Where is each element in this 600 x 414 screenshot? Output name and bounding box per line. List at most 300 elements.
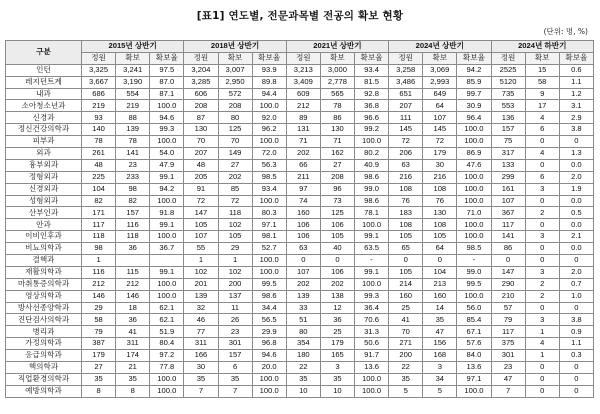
table-cell: 89 — [286, 112, 320, 124]
table-cell: 93.9 — [252, 64, 286, 76]
row-label: 산부인과 — [6, 207, 82, 219]
table-cell: 157 — [218, 350, 252, 362]
table-cell: 7 — [491, 385, 525, 397]
table-cell: 165 — [320, 350, 354, 362]
table-cell: 63.5 — [355, 243, 389, 255]
table-row — [6, 290, 594, 302]
table-cell: 100.0 — [355, 278, 389, 290]
table-cell: 0.5 — [559, 207, 593, 219]
table-row — [6, 338, 594, 350]
table-cell: 311 — [184, 338, 218, 350]
table-cell: 116 — [116, 219, 150, 231]
table-cell: 35 — [286, 373, 320, 385]
table-cell: 214 — [389, 278, 423, 290]
table-cell: 94.2 — [457, 64, 491, 76]
table-cell: 106 — [286, 219, 320, 231]
table-cell: 105 — [389, 266, 423, 278]
table-cell: 100.0 — [252, 136, 286, 148]
table-cell: 72 — [389, 136, 423, 148]
table-row — [6, 231, 594, 243]
table-cell: 98.1 — [252, 231, 286, 243]
sub-header: 정원 — [491, 52, 525, 64]
table-cell: 66 — [286, 159, 320, 171]
category-header: 구분 — [6, 41, 82, 65]
table-cell: 70 — [184, 136, 218, 148]
table-cell: 41 — [389, 314, 423, 326]
table-cell: 96.4 — [457, 112, 491, 124]
table-cell: 100.0 — [457, 290, 491, 302]
row-label: 신경과 — [6, 112, 82, 124]
table-cell: 174 — [116, 350, 150, 362]
table-cell: 46 — [184, 314, 218, 326]
table-cell: 33 — [286, 302, 320, 314]
table-cell: 2.1 — [559, 231, 593, 243]
table-cell: 0 — [525, 136, 559, 148]
table-cell: 55 — [184, 243, 218, 255]
table-cell: 7 — [184, 385, 218, 397]
table-cell: 0 — [525, 219, 559, 231]
table-cell: 107 — [491, 195, 525, 207]
table-cell: 4 — [525, 338, 559, 350]
table-cell: 100.0 — [355, 136, 389, 148]
table-cell: 47 — [491, 373, 525, 385]
table-cell: 76 — [423, 195, 457, 207]
sub-header: 확보율 — [150, 52, 184, 64]
table-cell: 290 — [491, 278, 525, 290]
table-cell: 140 — [82, 124, 116, 136]
table-cell: 85 — [218, 183, 252, 195]
table-cell: 20.0 — [252, 362, 286, 374]
table-cell: 99.1 — [355, 231, 389, 243]
table-cell: 105 — [184, 219, 218, 231]
table-cell: 89.8 — [252, 76, 286, 88]
table-cell: 99.5 — [457, 278, 491, 290]
table-cell: 107 — [286, 266, 320, 278]
table-cell: 0.0 — [559, 159, 593, 171]
table-cell: 208 — [184, 100, 218, 112]
period-header: 2018년 상반기 — [184, 41, 286, 53]
table-cell: 2.0 — [559, 266, 593, 278]
table-cell: 100.0 — [252, 195, 286, 207]
table-cell: 58 — [82, 314, 116, 326]
table-cell: 12 — [320, 302, 354, 314]
table-cell: 102 — [218, 266, 252, 278]
table-cell: 0 — [525, 302, 559, 314]
table-cell: 80 — [218, 112, 252, 124]
sub-header: 정원 — [82, 52, 116, 64]
table-cell: 0.9 — [559, 326, 593, 338]
table-cell: 0 — [525, 373, 559, 385]
table-cell: 3,241 — [116, 64, 150, 76]
table-cell: 105 — [389, 231, 423, 243]
table-row — [6, 373, 594, 385]
table-cell: 23 — [218, 326, 252, 338]
table-cell: 205 — [184, 171, 218, 183]
table-cell: 606 — [184, 88, 218, 100]
table-cell: 147 — [491, 266, 525, 278]
table-cell: - — [457, 255, 491, 267]
row-label: 예방의학과 — [6, 385, 82, 397]
table-cell: 125 — [320, 207, 354, 219]
table-cell: 200 — [389, 350, 423, 362]
row-label: 외과 — [6, 148, 82, 160]
table-cell: 56.3 — [252, 159, 286, 171]
table-cell: 91.7 — [355, 350, 389, 362]
table-cell: 168 — [423, 350, 457, 362]
table-cell: 111 — [389, 112, 423, 124]
table-cell: 26 — [218, 314, 252, 326]
table-cell: 67.1 — [457, 326, 491, 338]
table-cell: 7 — [218, 385, 252, 397]
table-cell: 649 — [423, 88, 457, 100]
table-cell: 4 — [525, 112, 559, 124]
table-cell: 0 — [525, 243, 559, 255]
table-cell: 35 — [218, 373, 252, 385]
table-cell: 565 — [320, 88, 354, 100]
table-cell: 13.6 — [355, 362, 389, 374]
table-cell: 367 — [491, 207, 525, 219]
table-cell — [150, 255, 184, 267]
table-cell: 35 — [184, 373, 218, 385]
table-cell: 63 — [286, 243, 320, 255]
table-cell: 62.1 — [150, 302, 184, 314]
period-header: 2024년 상반기 — [389, 41, 491, 53]
table-row — [6, 362, 594, 374]
table-cell: 212 — [82, 278, 116, 290]
table-row — [6, 314, 594, 326]
table-cell: 686 — [82, 88, 116, 100]
table-cell: 141 — [116, 148, 150, 160]
table-cell: 99.0 — [457, 266, 491, 278]
table-cell: 10 — [320, 385, 354, 397]
table-row — [6, 171, 594, 183]
table-cell: 3,409 — [286, 76, 320, 88]
table-cell: 41 — [116, 326, 150, 338]
table-cell: 17 — [525, 100, 559, 112]
table-cell: 2,993 — [423, 76, 457, 88]
table-cell: 11 — [218, 302, 252, 314]
table-cell: 3,007 — [218, 64, 252, 76]
table-cell: 0 — [525, 362, 559, 374]
table-cell: 0 — [320, 255, 354, 267]
table-cell: 23 — [116, 159, 150, 171]
table-cell: 179 — [82, 350, 116, 362]
table-cell: 92.0 — [252, 112, 286, 124]
sub-header: 확보 — [218, 52, 252, 64]
row-label: 정신건강의학과 — [6, 124, 82, 136]
table-cell: 2525 — [491, 64, 525, 76]
table-cell: 56.5 — [252, 314, 286, 326]
table-cell: 74 — [286, 195, 320, 207]
table-cell: 29 — [82, 302, 116, 314]
table-cell: 99.3 — [150, 124, 184, 136]
table-cell: 48 — [184, 159, 218, 171]
table-cell: 98.5 — [457, 243, 491, 255]
table-cell: 108 — [423, 183, 457, 195]
table-cell: 116 — [82, 266, 116, 278]
table-cell: 5120 — [491, 76, 525, 88]
table-cell: 3,285 — [184, 76, 218, 88]
table-cell: 99.1 — [150, 219, 184, 231]
table-cell: 106 — [286, 231, 320, 243]
table-cell: 131 — [286, 124, 320, 136]
table-row — [6, 112, 594, 124]
table-cell: 0 — [559, 255, 593, 267]
table-cell: 96.6 — [355, 112, 389, 124]
table-cell: 202 — [218, 171, 252, 183]
table-cell: 202 — [286, 148, 320, 160]
table-cell: 0 — [525, 159, 559, 171]
row-label: 재활의학과 — [6, 266, 82, 278]
table-cell: 75 — [491, 136, 525, 148]
table-cell: 64 — [423, 100, 457, 112]
table-cell: 1 — [525, 326, 559, 338]
table-cell: 25 — [389, 302, 423, 314]
table-cell: 2.0 — [559, 171, 593, 183]
table-cell: 32 — [184, 302, 218, 314]
table-cell: 3,000 — [320, 64, 354, 76]
table-cell: 137 — [218, 290, 252, 302]
table-cell: 14 — [423, 302, 457, 314]
table-cell: 149 — [218, 148, 252, 160]
table-cell: 97.2 — [150, 350, 184, 362]
table-cell: 47 — [423, 326, 457, 338]
table-cell: 100.0 — [150, 231, 184, 243]
table-cell: 9 — [525, 88, 559, 100]
table-cell: 157 — [491, 124, 525, 136]
period-header: 2021년 상반기 — [286, 41, 388, 53]
table-cell: 166 — [184, 350, 218, 362]
table-cell: 92.8 — [355, 88, 389, 100]
table-cell: 145 — [423, 124, 457, 136]
table-cell: 36.8 — [355, 100, 389, 112]
table-cell: 88 — [116, 112, 150, 124]
table-cell: 211 — [286, 171, 320, 183]
table-cell: 207 — [184, 148, 218, 160]
table-cell: 100.0 — [252, 100, 286, 112]
table-cell: 34 — [423, 373, 457, 385]
table-cell: 97 — [286, 183, 320, 195]
table-cell: 96 — [320, 183, 354, 195]
table-cell: 51.9 — [150, 326, 184, 338]
table-cell: 30.9 — [457, 100, 491, 112]
table-cell: 160 — [389, 290, 423, 302]
table-cell: 299 — [491, 171, 525, 183]
table-cell: 35 — [423, 314, 457, 326]
row-label: 병리과 — [6, 326, 82, 338]
table-cell: 0.0 — [559, 219, 593, 231]
table-cell: 85.4 — [457, 314, 491, 326]
table-cell: 107 — [423, 112, 457, 124]
table-cell: 94.6 — [150, 112, 184, 124]
row-label: 성형외과 — [6, 195, 82, 207]
row-label: 비뇨의학과 — [6, 243, 82, 255]
row-label: 소아청소년과 — [6, 100, 82, 112]
table-cell: 108 — [423, 219, 457, 231]
table-cell: 105 — [218, 231, 252, 243]
table-cell: 23 — [491, 362, 525, 374]
table-cell: 94.2 — [150, 183, 184, 195]
sub-header: 확보 — [423, 52, 457, 64]
table-cell: 216 — [423, 171, 457, 183]
table-row — [6, 350, 594, 362]
table-cell: 100.0 — [457, 171, 491, 183]
table-cell: 117 — [82, 219, 116, 231]
table-cell: 36 — [320, 314, 354, 326]
sub-header: 정원 — [184, 52, 218, 64]
table-cell: 1 — [218, 255, 252, 267]
table-cell: 78 — [320, 100, 354, 112]
table-cell: 130 — [423, 207, 457, 219]
table-cell: 91.8 — [150, 207, 184, 219]
table-cell: 1.9 — [559, 183, 593, 195]
table-row — [6, 255, 594, 267]
table-cell: 0 — [525, 385, 559, 397]
table-cell: 25 — [320, 326, 354, 338]
table-cell: 210 — [491, 290, 525, 302]
table-cell: 160 — [286, 207, 320, 219]
table-cell: 117 — [491, 219, 525, 231]
table-cell: 139 — [184, 290, 218, 302]
row-label: 결핵과 — [6, 255, 82, 267]
row-label: 흉부외과 — [6, 159, 82, 171]
table-cell: 2,950 — [218, 76, 252, 88]
table-row — [6, 219, 594, 231]
table-cell: 130 — [184, 124, 218, 136]
sub-header: 정원 — [286, 52, 320, 64]
table-cell: 35 — [116, 373, 150, 385]
table-cell: 100.0 — [150, 100, 184, 112]
table-cell: 93.4 — [252, 183, 286, 195]
table-cell: 118 — [116, 231, 150, 243]
row-label: 이비인후과 — [6, 231, 82, 243]
table-cell: 82 — [82, 195, 116, 207]
table-cell: 133 — [491, 159, 525, 171]
table-cell: 0 — [423, 255, 457, 267]
table-cell: 57.6 — [457, 338, 491, 350]
table-cell: 100.0 — [457, 124, 491, 136]
table-cell: 87.1 — [150, 88, 184, 100]
table-cell: 36.4 — [355, 302, 389, 314]
table-row — [6, 243, 594, 255]
table-cell: 29.9 — [252, 326, 286, 338]
table-cell: 80.4 — [150, 338, 184, 350]
table-cell: 100.0 — [457, 183, 491, 195]
table-cell: 34.4 — [252, 302, 286, 314]
table-cell: 80.3 — [252, 207, 286, 219]
table-cell: 1.1 — [559, 338, 593, 350]
table-cell: 554 — [116, 88, 150, 100]
table-cell: 212 — [286, 100, 320, 112]
table-cell: 115 — [116, 266, 150, 278]
table-cell: 161 — [491, 183, 525, 195]
table-cell: 146 — [116, 290, 150, 302]
table-cell: 36 — [116, 243, 150, 255]
table-cell: 375 — [491, 338, 525, 350]
table-cell: 86 — [320, 112, 354, 124]
sub-header: 확보 — [320, 52, 354, 64]
table-cell: 99.1 — [355, 266, 389, 278]
table-cell: 609 — [286, 88, 320, 100]
table-cell: 104 — [82, 183, 116, 195]
table-cell: 3 — [525, 266, 559, 278]
sub-header-row — [6, 52, 594, 64]
table-cell: 27 — [218, 159, 252, 171]
table-cell: 0 — [525, 195, 559, 207]
table-cell: 100.0 — [457, 385, 491, 397]
table-cell: 171 — [82, 207, 116, 219]
table-cell: 21 — [116, 362, 150, 374]
table-cell: 102 — [184, 266, 218, 278]
table-cell: 72.0 — [252, 148, 286, 160]
table-cell: 52.7 — [252, 243, 286, 255]
table-cell: 31.3 — [355, 326, 389, 338]
table-cell: 18 — [116, 302, 150, 314]
table-cell: 201 — [184, 278, 218, 290]
table-cell: 2 — [525, 207, 559, 219]
table-cell: 4 — [525, 148, 559, 160]
table-cell: 77.8 — [150, 362, 184, 374]
table-cell: 30 — [184, 362, 218, 374]
sub-header: 확보 — [525, 52, 559, 64]
row-label: 신경외과 — [6, 183, 82, 195]
residents-table — [5, 40, 594, 398]
table-cell: 553 — [491, 100, 525, 112]
table-cell: 147 — [184, 207, 218, 219]
table-cell: 136 — [491, 112, 525, 124]
table-cell: 70.6 — [355, 314, 389, 326]
table-cell: 22 — [389, 362, 423, 374]
table-cell: 40.9 — [355, 159, 389, 171]
table-cell: 56.0 — [457, 302, 491, 314]
table-cell: 179 — [423, 148, 457, 160]
table-cell: 79 — [491, 314, 525, 326]
table-cell: 30 — [423, 159, 457, 171]
table-cell: 0 — [559, 385, 593, 397]
table-cell: 3,213 — [286, 64, 320, 76]
table-cell: 99.1 — [150, 266, 184, 278]
table-cell: 27 — [320, 159, 354, 171]
period-header: 2015년 상반기 — [82, 41, 184, 53]
table-cell: 78 — [82, 136, 116, 148]
sub-header: 확보율 — [457, 52, 491, 64]
table-cell: 0.0 — [559, 243, 593, 255]
table-cell: 1.3 — [559, 148, 593, 160]
table-cell: 22 — [286, 362, 320, 374]
table-row — [6, 124, 594, 136]
sub-header: 확보율 — [355, 52, 389, 64]
table-cell: 99.7 — [457, 88, 491, 100]
table-cell: 219 — [82, 100, 116, 112]
table-cell: 99.3 — [355, 290, 389, 302]
table-cell: 3 — [423, 362, 457, 374]
table-cell: 0 — [559, 362, 593, 374]
row-label: 영상의학과 — [6, 290, 82, 302]
table-row — [6, 195, 594, 207]
table-cell: 1.2 — [559, 88, 593, 100]
table-cell: 208 — [320, 171, 354, 183]
table-cell: 1 — [184, 255, 218, 267]
table-cell: 311 — [116, 338, 150, 350]
table-cell: 145 — [389, 124, 423, 136]
table-cell: 93.4 — [355, 64, 389, 76]
table-cell: 80.2 — [355, 148, 389, 160]
table-cell: 98 — [82, 243, 116, 255]
table-cell: 29 — [218, 243, 252, 255]
table-row — [6, 183, 594, 195]
table-row — [6, 100, 594, 112]
table-cell: 1 — [525, 350, 559, 362]
